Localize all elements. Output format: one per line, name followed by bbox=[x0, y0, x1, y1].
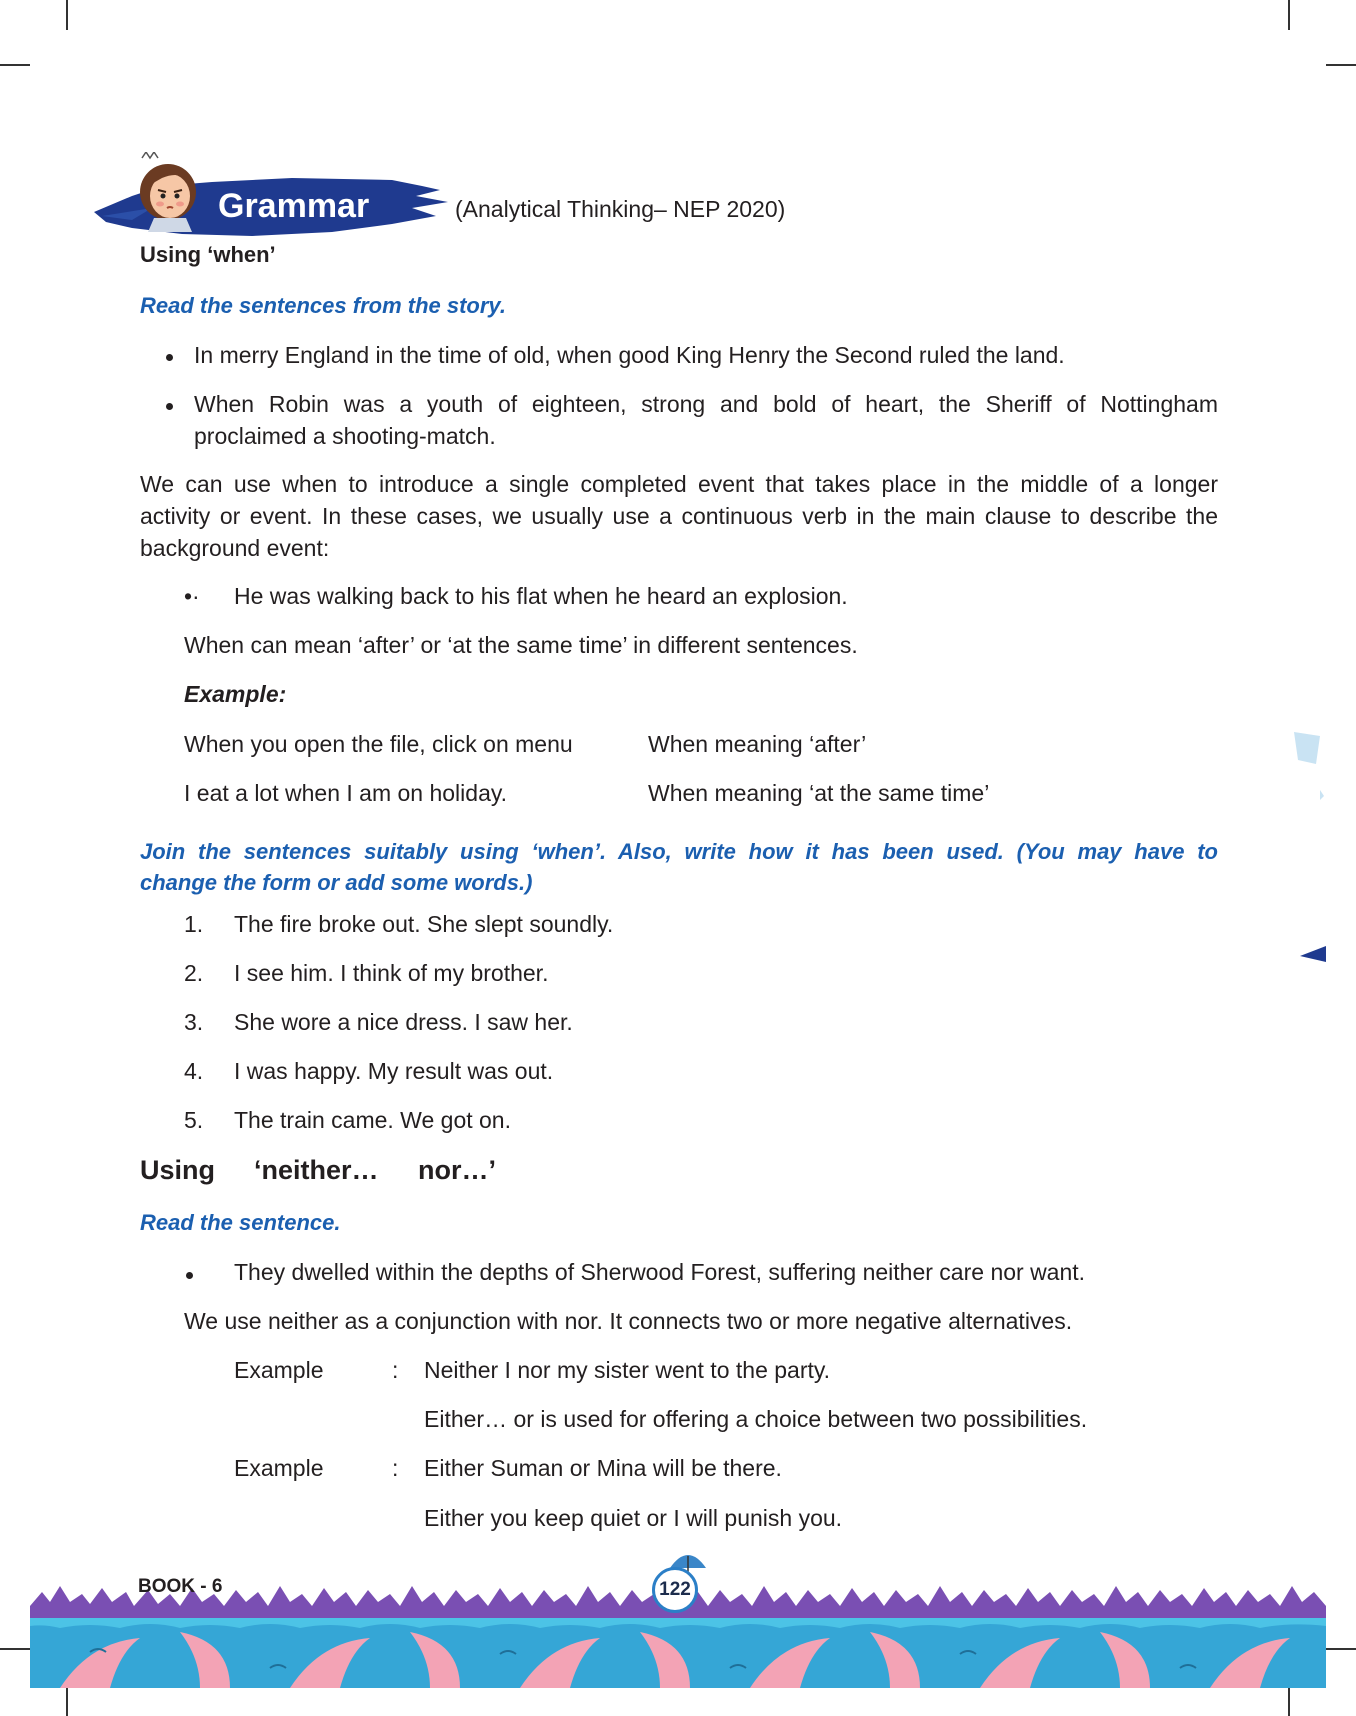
example-meaning-1: When meaning ‘after’ bbox=[648, 731, 867, 757]
example-colon: : bbox=[392, 1357, 399, 1383]
section-heading-nor-word: nor…’ bbox=[418, 1155, 496, 1185]
exercise-item: I was happy. My result was out. bbox=[234, 1058, 554, 1084]
crop-mark bbox=[1288, 0, 1290, 30]
explanation-line-2: activity or event. In these cases, we usually use a continuous verb in the main clause to describe the bbox=[140, 503, 1218, 529]
book-label: BOOK - 6 bbox=[138, 1576, 223, 1597]
exercise-item: She wore a nice dress. I saw her. bbox=[234, 1009, 573, 1035]
meaning-note: When can mean ‘after’ or ‘at the same time’ in different sentences. bbox=[184, 632, 858, 658]
instruction-read-story: Read the sentences from the story. bbox=[140, 293, 506, 318]
exercise-num: 1. bbox=[184, 911, 204, 937]
story-sentence-2: When Robin was a youth of eighteen, strong and bold of heart, the Sheriff of Nottingham bbox=[194, 391, 1218, 417]
girl-avatar-icon bbox=[132, 152, 204, 232]
example-meaning-2: When meaning ‘at the same time’ bbox=[648, 780, 990, 806]
exercise-num: 2. bbox=[184, 960, 204, 986]
story-sentence-1: In merry England in the time of old, when good King Henry the Second ruled the land. bbox=[194, 342, 1065, 368]
exercise-instruction-1: Join the sentences suitably using ‘when’. Also, write how it has been used. (You may have to bbox=[140, 839, 1218, 864]
sample-sentence: He was walking back to his flat when he heard an explosion. bbox=[234, 583, 848, 609]
bullet-dot bbox=[166, 354, 173, 361]
example-label: Example bbox=[234, 1455, 324, 1481]
story-sentence-2-cont: proclaimed a shooting-match. bbox=[194, 423, 496, 449]
section-heading-neither: Using bbox=[140, 1155, 216, 1185]
crop-mark bbox=[1326, 64, 1356, 66]
explanation-line-1: We can use when to introduce a single completed event that takes place in the middle of a longer bbox=[140, 471, 1218, 497]
section-heading-neither-word: ‘neither… bbox=[254, 1155, 379, 1185]
crop-mark bbox=[66, 1686, 68, 1716]
exercise-num: 4. bbox=[184, 1058, 204, 1084]
example-colon: : bbox=[392, 1455, 399, 1481]
exercise-instruction-2: change the form or add some words.) bbox=[140, 870, 533, 895]
example-label: Example bbox=[234, 1357, 324, 1383]
exercise-item: The fire broke out. She slept soundly. bbox=[234, 911, 614, 937]
bullet-marker: •· bbox=[184, 583, 200, 609]
side-arrow-icon bbox=[1300, 944, 1330, 964]
side-decoration bbox=[1290, 730, 1330, 810]
crop-mark bbox=[66, 0, 68, 30]
crop-mark bbox=[0, 64, 30, 66]
exercise-num: 3. bbox=[184, 1009, 204, 1035]
neither-sentence: They dwelled within the depths of Sherwood Forest, suffering neither care nor want. bbox=[234, 1259, 1086, 1285]
banner-title: Grammar bbox=[218, 187, 370, 225]
example-sentence-1: When you open the file, click on menu bbox=[184, 731, 573, 757]
example-sentence-2: I eat a lot when I am on holiday. bbox=[184, 780, 508, 806]
exercise-item: The train came. We got on. bbox=[234, 1107, 511, 1133]
section-heading-when: Using ‘when’ bbox=[140, 242, 276, 267]
bullet-dot bbox=[166, 403, 173, 410]
crop-mark bbox=[1288, 1686, 1290, 1716]
explanation-line-3: background event: bbox=[140, 535, 330, 561]
crop-mark bbox=[1326, 1648, 1356, 1650]
example-text: Neither I nor my sister went to the party. bbox=[424, 1357, 831, 1383]
example-text: Either you keep quiet or I will punish you. bbox=[424, 1505, 843, 1531]
bullet-dot bbox=[186, 1272, 193, 1279]
banner-subtitle: (Analytical Thinking– NEP 2020) bbox=[455, 196, 786, 222]
either-or-note: Either… or is used for offering a choice between two possibilities. bbox=[424, 1406, 1088, 1432]
page-number: 122 bbox=[652, 1567, 698, 1613]
instruction-read-sentence: Read the sentence. bbox=[140, 1210, 341, 1235]
example-text: Either Suman or Mina will be there. bbox=[424, 1455, 782, 1481]
example-label: Example: bbox=[184, 681, 287, 707]
exercise-num: 5. bbox=[184, 1107, 204, 1133]
neither-explanation: We use neither as a conjunction with nor. It connects two or more negative alternatives. bbox=[184, 1308, 1073, 1334]
exercise-item: I see him. I think of my brother. bbox=[234, 960, 549, 986]
crop-mark bbox=[0, 1648, 30, 1650]
